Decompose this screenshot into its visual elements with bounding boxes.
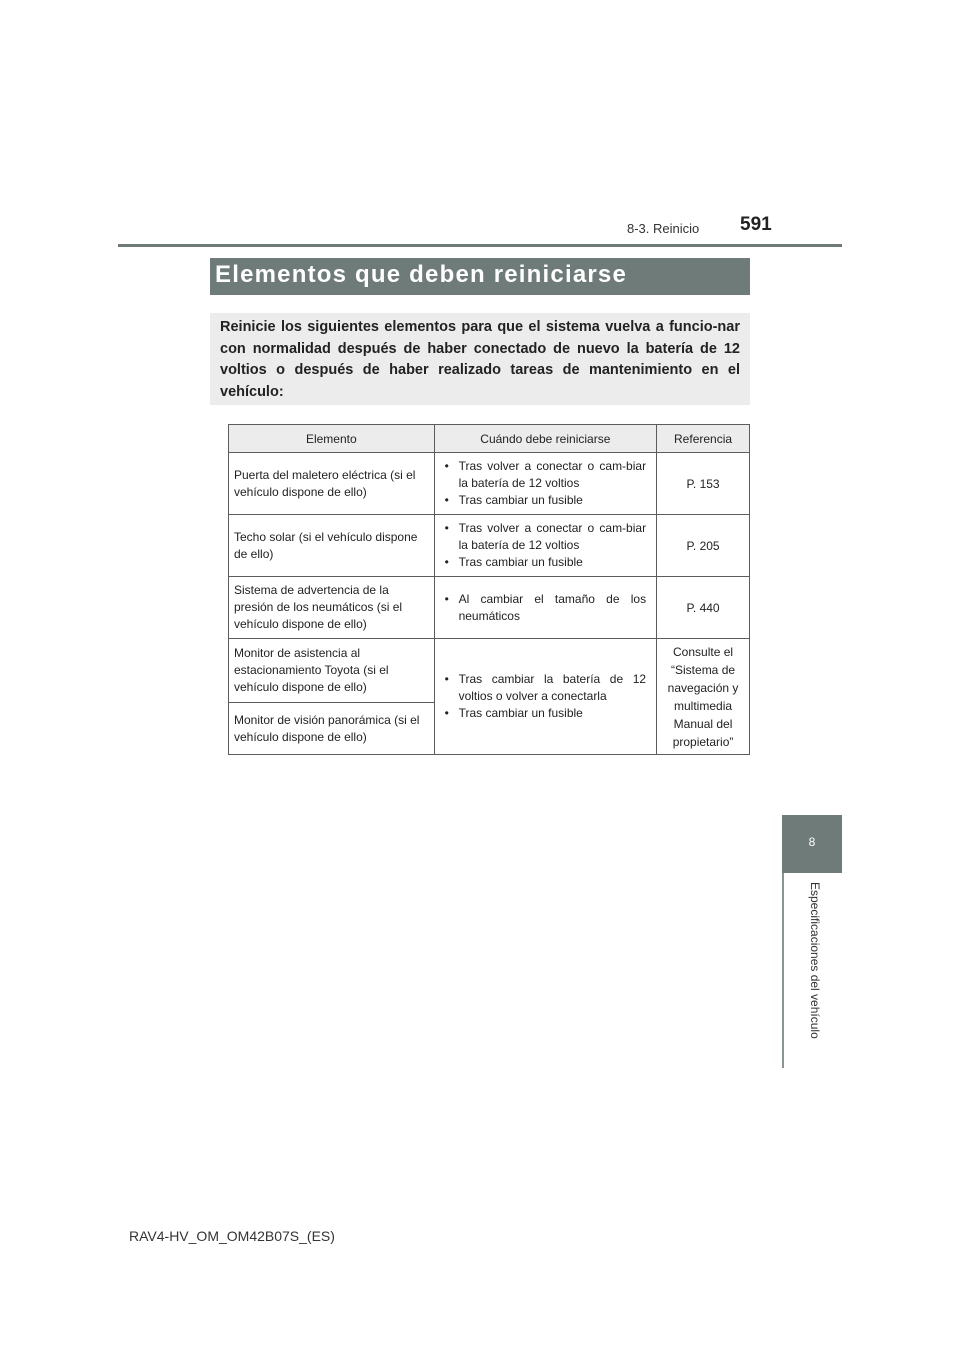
row-reference: P. 153 (657, 453, 750, 515)
row-when (434, 453, 657, 515)
row-element: Sistema de advertencia de la presión de los neumáticos (si el vehículo dispone de ello) (229, 577, 435, 639)
page-number: 591 (740, 214, 772, 235)
header-when: Cuándo debe reiniciarse (434, 425, 657, 453)
row-when (434, 639, 657, 755)
section-title: Elementos que deben reiniciarse (215, 261, 628, 288)
bullet-item: • Tras cambiar la batería de 12 voltios o volver a conectarla (443, 671, 647, 705)
table-row (229, 577, 750, 639)
table-row (229, 639, 750, 703)
header-section: 8-3. Reinicio (627, 221, 700, 236)
row-when (434, 577, 657, 639)
header-reference: Referencia (657, 425, 750, 453)
row-reference: P. 205 (657, 515, 750, 577)
bullet-item: • Tras volver a conectar o cam-biar la batería de 12 voltios (443, 520, 647, 554)
intro-text: Reinicie los siguientes elementos para que el sistema vuelva a funcio-nar con normalidad después de haber conectado de nuevo la batería de 12 voltios o después de haber realizado tareas de mantenimiento en el vehículo: (220, 319, 740, 400)
reset-items-table (228, 424, 750, 755)
chapter-tab (782, 815, 842, 873)
row-when (434, 515, 657, 577)
row-reference: Consulte el “Sistema de navegación y multimedia Manual del propietario” (657, 639, 750, 755)
table-row (229, 453, 750, 515)
bullet-item: • Tras cambiar un fusible (443, 492, 647, 509)
header-rule (118, 244, 842, 247)
bullet-item: • Al cambiar el tamaño de los neumáticos (443, 591, 647, 625)
header-element: Elemento (229, 425, 435, 453)
bullet-item: • Tras volver a conectar o cam-biar la batería de 12 voltios (443, 458, 647, 492)
row-element: Techo solar (si el vehículo dispone de ello) (229, 515, 435, 577)
chapter-number: 8 (808, 835, 816, 849)
section-title-bar (210, 258, 750, 295)
bullet-item: • Tras cambiar un fusible (443, 705, 647, 722)
row-element: Puerta del maletero eléctrica (si el vehículo dispone de ello) (229, 453, 435, 515)
table-row (229, 515, 750, 577)
chapter-divider (782, 873, 784, 1068)
intro-box (210, 313, 750, 405)
row-element: Monitor de asistencia al estacionamiento Toyota (si el vehículo dispone de ello) (229, 639, 435, 703)
chapter-title: Especificaciones del vehículo (808, 882, 822, 1039)
footer-code: RAV4-HV_OM_OM42B07S_(ES) (129, 1228, 335, 1244)
row-reference: P. 440 (657, 577, 750, 639)
row-element: Monitor de visión panorámica (si el vehículo dispone de ello) (229, 703, 435, 755)
bullet-item: • Tras cambiar un fusible (443, 554, 647, 571)
table-header-row (229, 425, 750, 453)
